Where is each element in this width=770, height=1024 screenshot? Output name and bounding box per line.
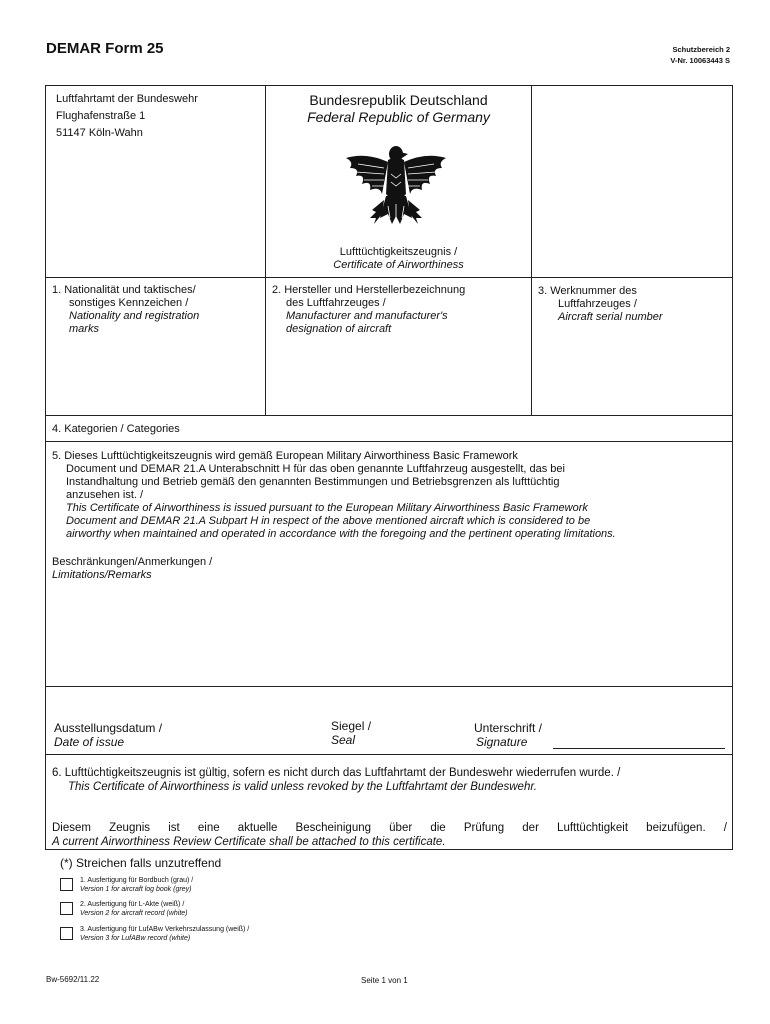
copy3-label [80,926,249,943]
signature-field [474,721,542,749]
form-title: DEMAR Form 25 [46,40,164,57]
certificate-frame [45,85,733,850]
federal-eagle-icon [336,134,456,242]
country-heading [266,92,531,126]
review-de: Diesem Zeugnis ist eine aktuelle Bescheinigung über die Prüfung der Lufttüchtigkeit beizufügen. / [52,822,727,834]
copy3-label-en: Version 3 for LufABw record (white) [80,934,191,942]
field-validity [52,766,727,794]
issuer-address [56,91,198,142]
issuer-name: Luftfahrtamt der Bundeswehr [56,93,198,105]
copy2-label-de: 2. Ausfertigung für L-Akte (weiß) / [80,901,185,908]
issue-date-field [54,721,162,749]
page-number: Seite 1 von 1 [361,976,408,985]
field5-de3: Instandhaltung und Betrieb gemäß den genannten Bestimmungen und Betriebsgrenzen als lufttüchtig [66,476,560,488]
country-name-de: Bundesrepublik Deutschland [309,92,488,108]
field5-en1: This Certificate of Airworthiness is issued pursuant to the European Military Airworthiness Basic Framework [66,502,588,514]
divider-signature [46,754,732,755]
strike-note: (*) Streichen falls unzutreffend [60,856,222,870]
certificate-title [266,246,531,272]
seal-label-en: Seal [331,733,356,747]
field2-label-de1: 2. Hersteller und Herstellerbezeichnung [272,284,466,296]
copy2-label-en: Version 2 for aircraft record (white) [80,909,188,917]
field1-label-en2: marks [69,323,99,335]
field-serial-number [538,285,728,324]
divider-categories [46,441,732,442]
copy1-label-de: 1. Ausfertigung für Bordbuch (grau) / [80,877,194,884]
field-categories: 4. Kategorien / Categories [52,423,180,435]
vnr-number: V-Nr. 10063443 S [670,56,730,65]
copy2-label [80,901,188,918]
signature-label-en: Signature [476,735,528,749]
seal-field [331,719,371,747]
field2-label-en1: Manufacturer and manufacturer's [286,310,448,322]
copy2-checkbox[interactable] [60,902,73,915]
field5-de1: 5. Dieses Lufttüchtigkeitszeugnis wird gemäß European Military Airworthiness Basic Framework [52,450,518,462]
field2-label-de2: des Luftfahrzeuges / [286,297,386,309]
issuer-city: 51147 Köln-Wahn [56,127,143,139]
certificate-title-en: Certificate of Airworthiness [333,259,464,271]
seal-label-de: Siegel / [331,719,372,733]
remarks-field [52,556,212,582]
certificate-title-de: Lufttüchtigkeitszeugnis / [339,246,458,258]
field1-label-de2: sonstiges Kennzeichen / [69,297,189,309]
field6-en: This Certificate of Airworthiness is valid unless revoked by the Luftfahrtamt der Bundeswehr. [68,781,537,793]
divider-fields [46,415,732,416]
issue-date-label-de: Ausstellungsdatum / [54,721,163,735]
copy3-label-de: 3. Ausfertigung für LufABw Verkehrszulassung (weiß) / [80,926,250,933]
divider-header [46,277,732,278]
field5-en2: Document and DEMAR 21.A Subpart H in respect of the above mentioned aircraft which is considered to be [66,515,591,527]
divider-col2 [531,86,532,415]
field3-label-de2: Luftfahrzeuges / [558,298,637,310]
divider-remarks [46,686,732,687]
signature-label-de: Unterschrift / [474,721,543,735]
field3-label-en1: Aircraft serial number [558,311,663,323]
field3-label-de1: 3. Werknummer des [538,285,637,297]
field2-label-en2: designation of aircraft [286,323,392,335]
field1-label-de1: 1. Nationalität und taktisches/ [52,284,196,296]
protection-level: Schutzbereich 2 [672,45,730,54]
copy1-checkbox[interactable] [60,878,73,891]
remarks-label-de: Beschränkungen/Anmerkungen / [52,556,213,568]
copy1-label [80,877,193,894]
issuer-street: Flughafenstraße 1 [56,110,146,122]
field-issuance-statement [52,450,727,541]
field-nationality [52,284,257,336]
field5-en3: airworthy when maintained and operated in accordance with the foregoing and the pertinent operating limitations. [66,528,616,540]
field1-label-en1: Nationality and registration [69,310,200,322]
signature-line [553,748,725,749]
field5-de2: Document und DEMAR 21.A Unterabschnitt H für das oben genannte Luftfahrzeug ausgestellt, das bei [66,463,565,475]
review-en: A current Airworthiness Review Certificate shall be attached to this certificate. [52,836,446,848]
protection-marking [670,44,730,66]
country-name-en: Federal Republic of Germany [307,109,490,125]
field-manufacturer [272,284,527,336]
form-id: Bw-5692/11.22 [46,975,100,984]
issue-date-label-en: Date of issue [54,735,125,749]
review-statement [52,821,727,849]
copy3-checkbox[interactable] [60,927,73,940]
field6-de: 6. Lufttüchtigkeitszeugnis ist gültig, sofern es nicht durch das Luftfahrtamt der Bundeswehr wiederrufen wurde. / [52,767,621,779]
remarks-label-en: Limitations/Remarks [52,569,152,581]
copy1-label-en: Version 1 for aircraft log book (grey) [80,885,192,893]
field5-de4: anzusehen ist. / [66,489,144,501]
